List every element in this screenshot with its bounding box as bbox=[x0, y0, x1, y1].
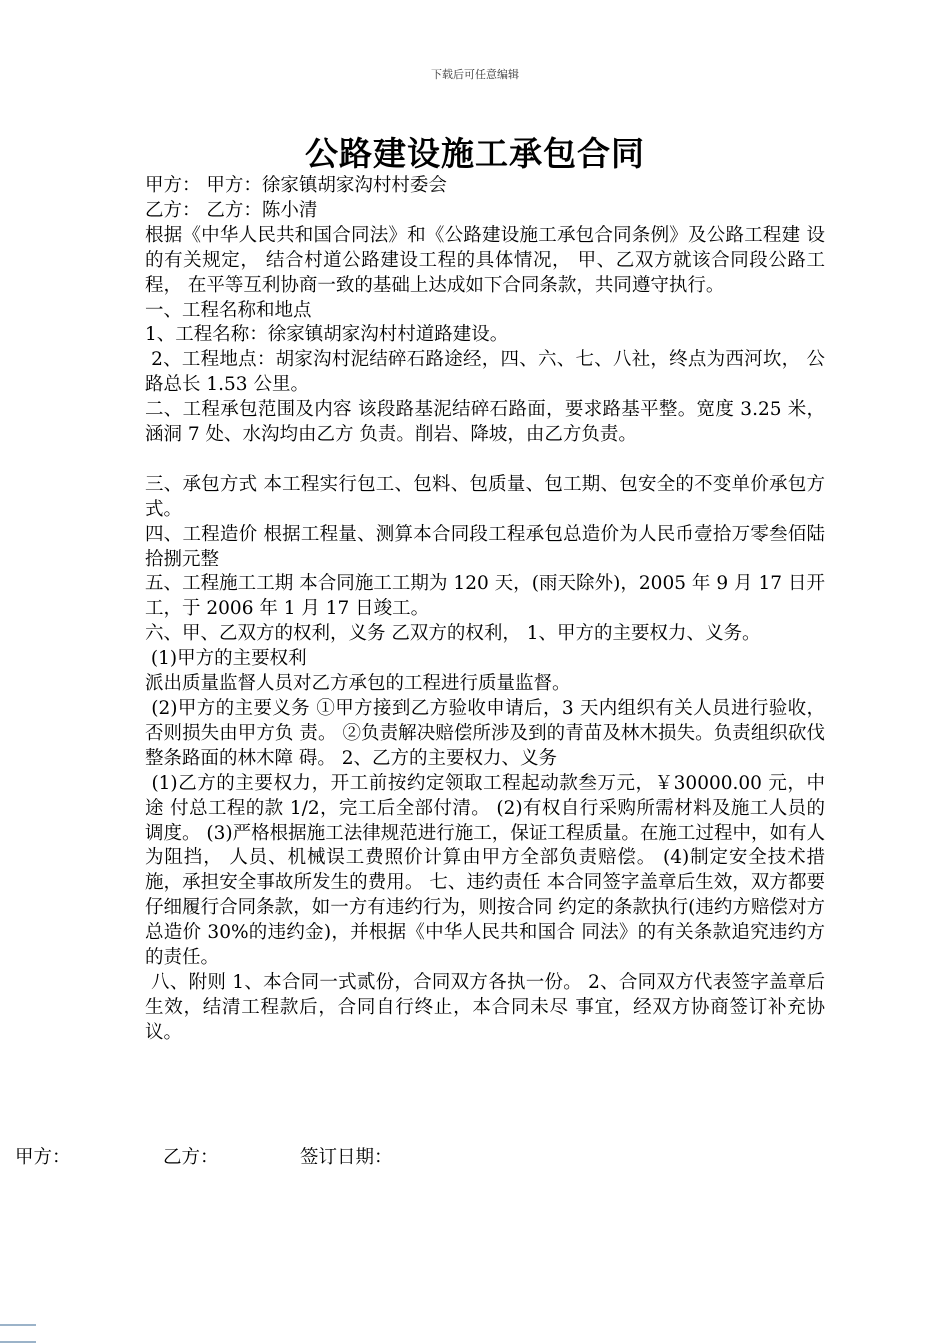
party-b-signature-label: 乙方： bbox=[163, 1147, 219, 1168]
scope-paragraph: 二、工程承包范围及内容 该段路基泥结碎石路面，要求路基平整。宽度 3.25 米，涵洞 7 处、水沟均由乙方 负责。削岩、降坡，由乙方负责。 bbox=[145, 399, 825, 446]
corner-divider bbox=[0, 1324, 36, 1326]
document-title: 公路建设施工承包合同 bbox=[305, 134, 645, 173]
signature-row bbox=[15, 1146, 393, 1246]
corner-divider bbox=[0, 1341, 36, 1343]
section-heading-1: 一、工程名称和地点 bbox=[145, 299, 312, 321]
contract-body bbox=[145, 174, 825, 1046]
party-a-rights-heading: (1)甲方的主要权利 bbox=[145, 648, 307, 670]
party-b-line: 乙方： 乙方：陈小清 bbox=[145, 199, 318, 221]
appendix-paragraph: 八、附则 1、本合同一式贰份，合同双方各执一份。 2、合同双方代表签字盖章后生效，结清工程款后，合同自行终止，本合同未尽 事宜，经双方协商签订补充协议。 bbox=[145, 971, 825, 1043]
project-name-paragraph: 1、工程名称：徐家镇胡家沟村村道路建设。 bbox=[145, 324, 509, 346]
header-note: 下载后可任意编辑 bbox=[431, 68, 519, 81]
preamble-paragraph: 根据《中华人民共和国合同法》和《公路建设施工承包合同条例》及公路工程建 设的有关规定， 结合村道公路建设工程的具体情况， 甲、乙双方就该合同段公路工程， 在平等互利协商一致的基础上达成如下合同条款，共同遵守执行。 bbox=[145, 224, 825, 296]
party-a-line: 甲方： 甲方：徐家镇胡家沟村村委会 bbox=[145, 175, 447, 196]
party-b-rights-paragraph: (1)乙方的主要权力，开工前按约定领取工程起动款叁万元，￥30000.00 元，中途 付总工程的款 1/2，完工后全部付清。 (2)有权自行采购所需材料及施工人员的调度。 (3)严格根据施工法律规范进行施工，保证工程质量。在施工过程中，如有人为阻挡， 人员、机械误工费照价计算由甲方全部负责赔偿。 (4)制定安全技术措施，承担安全事故所发生的费用。 七、违约责任 本合同签字盖章后生效，双方都要仔细履行合同条款，如一方有违约行为，则按合同 约定的条款执行(违约方赔偿对方总造价 30%的违约金)，并根据《中华人民共和国合 同法》的有关条款追究违约方的责任。 bbox=[145, 772, 825, 969]
sign-date-label: 签订日期： bbox=[300, 1147, 393, 1168]
cost-paragraph: 四、工程造价 根据工程量、测算本合同段工程承包总造价为人民币壹拾万零叁佰陆拾捌元整 bbox=[145, 523, 825, 570]
party-a-rights-paragraph: 派出质量监督人员对乙方承包的工程进行质量监督。 bbox=[145, 673, 571, 695]
project-location-paragraph: 2、工程地点：胡家沟村泥结碎石路途经，四、六、七、八社，终点为西河坎， 公路总长 1.53 公里。 bbox=[145, 349, 825, 396]
contract-method-paragraph: 三、承包方式 本工程实行包工、包料、包质量、包工期、包安全的不变单价承包方式。 bbox=[145, 473, 825, 520]
schedule-paragraph: 五、工程施工工期 本合同施工工期为 120 天，(雨天除外)，2005 年 9 月 17 日开工，于 2006 年 1 月 17 日竣工。 bbox=[145, 573, 825, 620]
party-a-signature-label: 甲方： bbox=[15, 1147, 71, 1168]
rights-heading-paragraph: 六、甲、乙双方的权利，义务 乙双方的权利， 1、甲方的主要权力、义务。 bbox=[145, 623, 761, 645]
blank-line bbox=[145, 448, 825, 473]
party-a-duties-paragraph: (2)甲方的主要义务 ①甲方接到乙方验收申请后，3 天内组织有关人员进行验收，否则损失由甲方负 责。 ②负责解决赔偿所涉及到的青苗及林木损失。负责组织砍伐整条路面的林木障 碍。 2、乙方的主要权力、义务 bbox=[145, 698, 825, 769]
